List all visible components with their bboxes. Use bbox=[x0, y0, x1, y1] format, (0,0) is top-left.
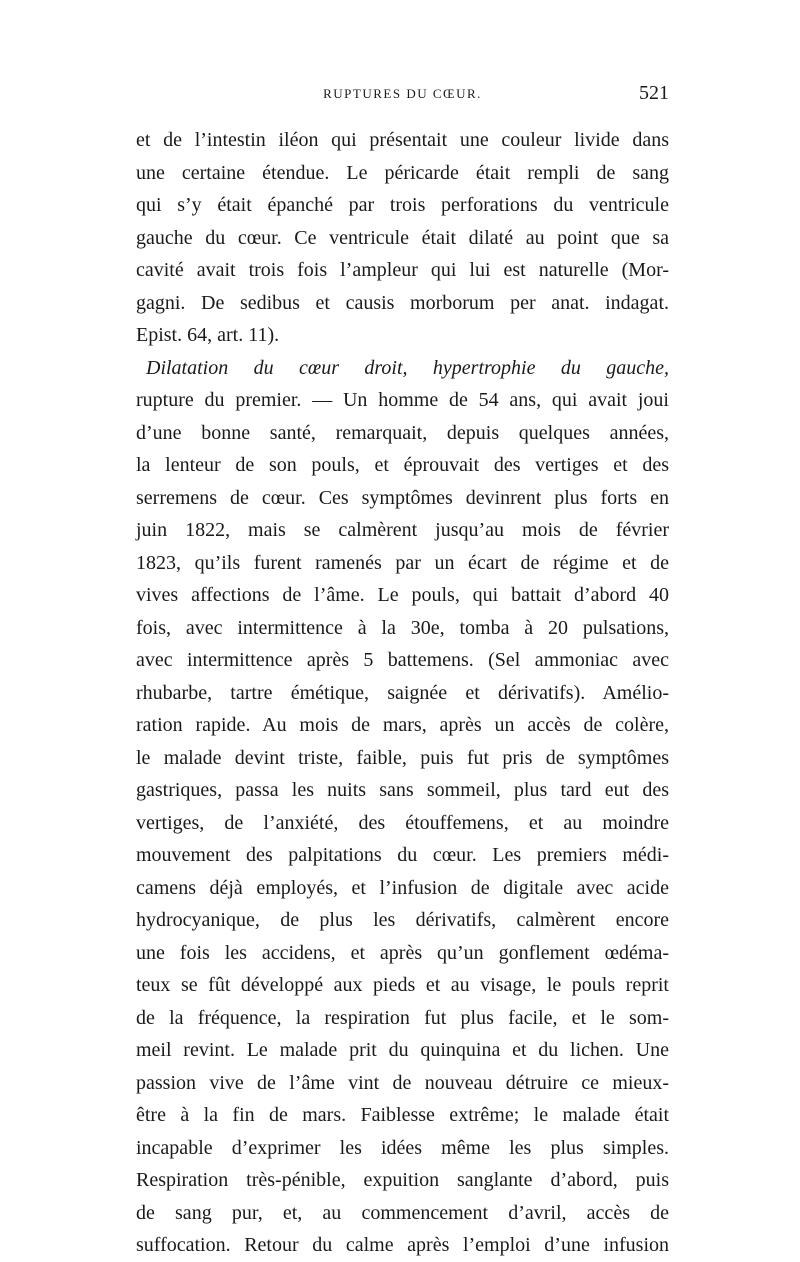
text-line: avec intermittence après 5 battemens. (Sel ammoniac avec bbox=[136, 649, 669, 671]
text-line: une certaine étendue. Le péricarde était rempli de sang bbox=[136, 161, 669, 184]
text-line: teux se fût développé aux pieds et au visage, le pouls reprit bbox=[136, 974, 669, 996]
text-line: fois, avec intermittence à la 30e, tomba à 20 pulsations, bbox=[136, 616, 669, 639]
text-line: de sang pur, et, au commencement d’avril, accès de bbox=[136, 1201, 669, 1224]
text-line: Epist. 64, art. 11). bbox=[136, 324, 280, 346]
text-line: une fois les accidens, et après qu’un gonflement œdéma- bbox=[136, 941, 669, 964]
text-line: le malade devint triste, faible, puis fut pris de symptômes bbox=[136, 746, 669, 769]
page-header bbox=[136, 82, 669, 112]
text-line: gauche du cœur. Ce ventricule était dilaté au point que sa bbox=[136, 226, 669, 249]
text-line: de la fréquence, la respiration fut plus facile, et le som- bbox=[136, 1006, 669, 1029]
text-line: qui s’y était épanché par trois perforations du ventricule bbox=[136, 194, 669, 216]
text-line: rhubarbe, tartre émétique, saignée et dérivatifs). Amélio- bbox=[136, 681, 669, 704]
text-line: suffocation. Retour du calme après l’emploi d’une infusion bbox=[136, 1234, 669, 1256]
text-line: incapable d’exprimer les idées même les plus simples. bbox=[136, 1136, 669, 1159]
section-heading-line: Dilatation du cœur droit, hypertrophie du gauche, bbox=[146, 356, 669, 379]
text-line: la lenteur de son pouls, et éprouvait des vertiges et des bbox=[136, 454, 669, 476]
text-line: ration rapide. Au mois de mars, après un accès de colère, bbox=[136, 714, 669, 736]
text-line: hydrocyanique, de plus les dérivatifs, calmèrent encore bbox=[136, 909, 669, 931]
text-line: être à la fin de mars. Faiblesse extrême; le malade était bbox=[136, 1104, 669, 1126]
body-text bbox=[136, 124, 669, 1262]
text-line: 1823, qu’ils furent ramenés par un écart de régime et de bbox=[136, 551, 669, 574]
text-line: d’une bonne santé, remarquait, depuis quelques années, bbox=[136, 421, 669, 444]
text-line: gagni. De sedibus et causis morborum per anat. indagat. bbox=[136, 291, 669, 314]
text-line: meil revint. Le malade prit du quinquina et du lichen. Une bbox=[136, 1039, 669, 1061]
page-number: 521 bbox=[639, 82, 669, 104]
text-line: passion vive de l’âme vint de nouveau détruire ce mieux- bbox=[136, 1071, 669, 1094]
text-line: serremens de cœur. Ces symptômes devinrent plus forts en bbox=[136, 486, 669, 509]
text-line: Respiration très-pénible, expuition sanglante d’abord, puis bbox=[136, 1169, 669, 1191]
text-line: mouvement des palpitations du cœur. Les premiers médi- bbox=[136, 844, 669, 866]
text-line: gastriques, passa les nuits sans sommeil, plus tard eut des bbox=[136, 779, 669, 801]
text-line: rupture du premier. — Un homme de 54 ans, qui avait joui bbox=[136, 389, 669, 411]
text-line: vives affections de l’âme. Le pouls, qui battait d’abord 40 bbox=[136, 584, 669, 606]
text-line: camens déjà employés, et l’infusion de digitale avec acide bbox=[136, 876, 669, 899]
text-line: et de l’intestin iléon qui présentait une couleur livide dans bbox=[136, 129, 669, 151]
text-line: juin 1822, mais se calmèrent jusqu’au mois de février bbox=[136, 519, 669, 541]
text-line: cavité avait trois fois l’ampleur qui lui est naturelle (Mor- bbox=[136, 259, 669, 281]
running-head: RUPTURES DU CŒUR. bbox=[323, 86, 482, 101]
text-line: vertiges, de l’anxiété, des étouffemens, et au moindre bbox=[136, 811, 669, 834]
